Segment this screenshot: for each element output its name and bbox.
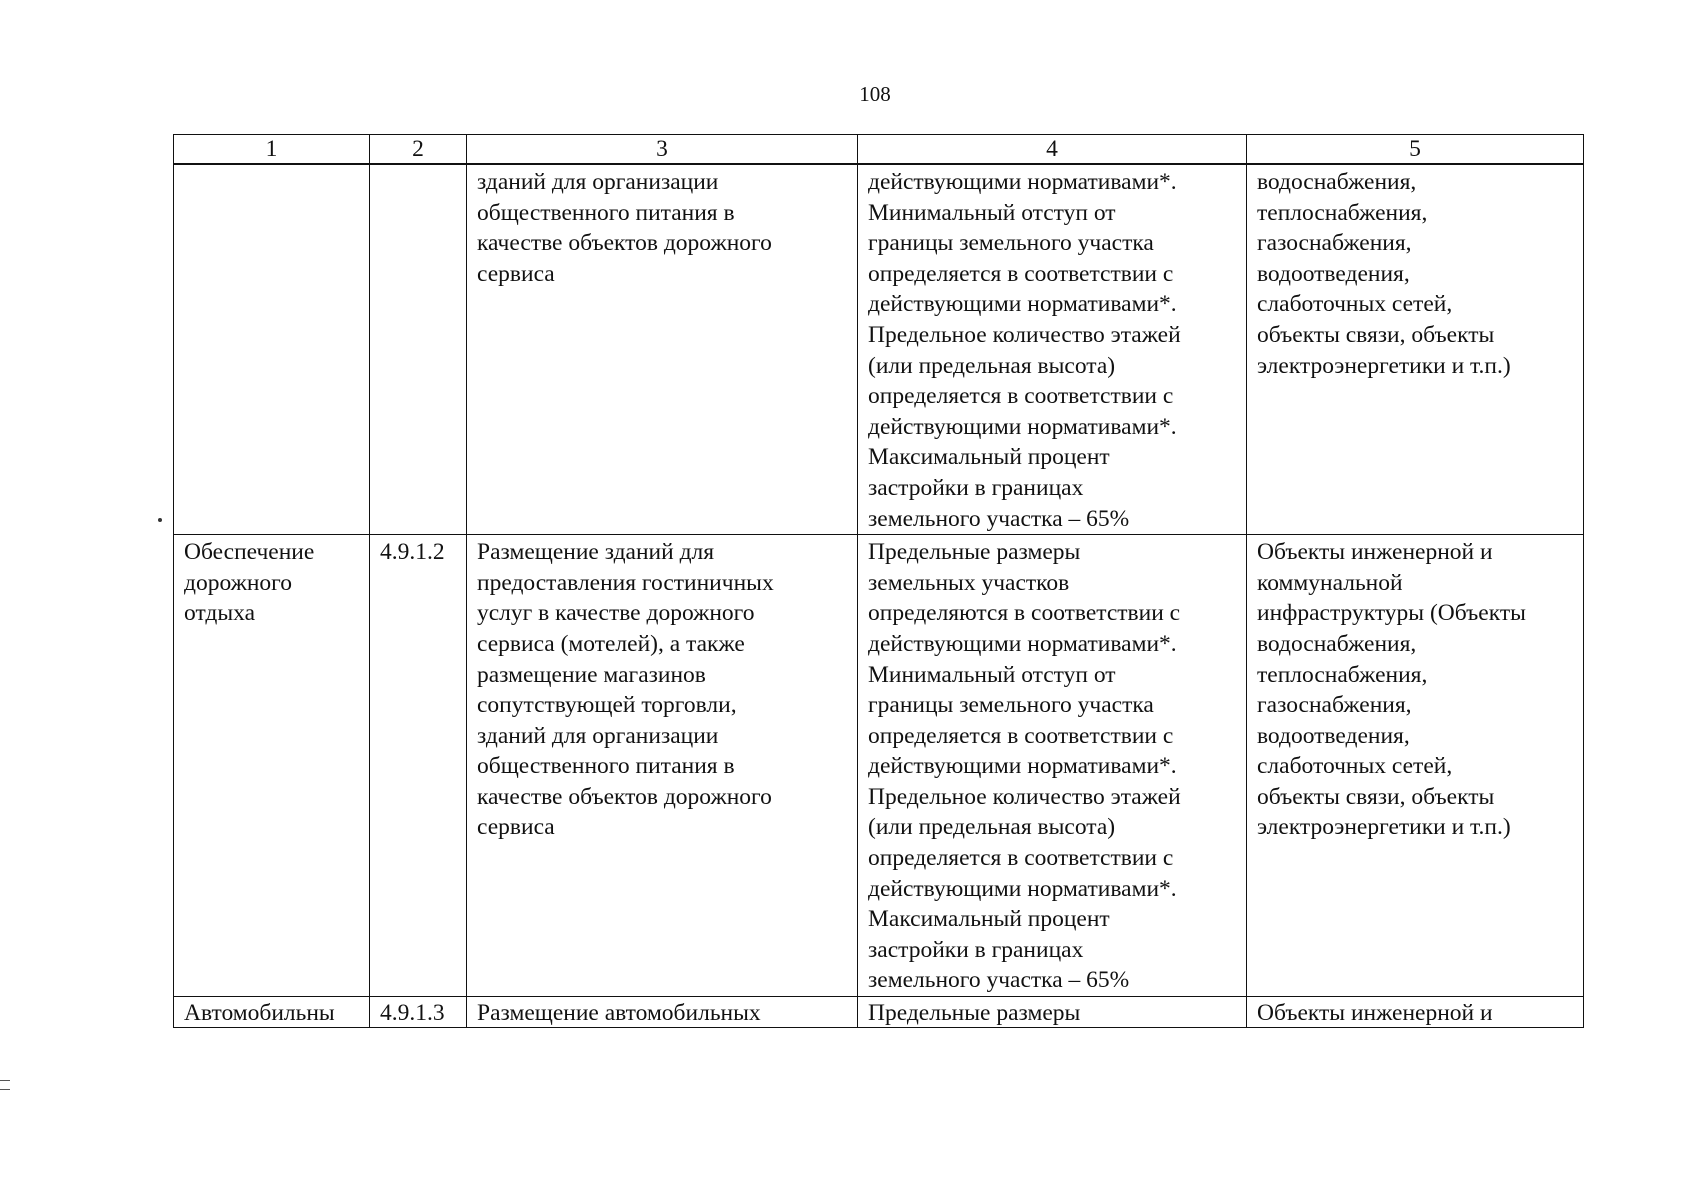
cell-text-line: газоснабжения,	[1257, 692, 1412, 719]
zoning-table	[173, 134, 1584, 1028]
cell-text-line: размещение магазинов	[477, 661, 706, 688]
table-row	[174, 997, 1584, 1028]
cell-auxiliary-uses	[1247, 997, 1584, 1028]
cell-text-line: качестве объектов дорожного	[477, 783, 772, 810]
cell-text-line: электроэнергетики и т.п.)	[1257, 352, 1511, 379]
cell-text-line: Объекты инженерной и	[1257, 539, 1493, 566]
cell-parameters	[858, 164, 1247, 535]
cell-auxiliary-uses	[1247, 535, 1584, 997]
header-col-1: 1	[174, 135, 370, 165]
cell-text-line: электроэнергетики и т.п.)	[1257, 814, 1511, 841]
cell-text-line: действующими нормативами*.	[868, 753, 1177, 780]
cell-text-line: действующими нормативами*.	[868, 875, 1177, 902]
table-header-row	[174, 135, 1584, 165]
cell-text-line: зданий для организации	[477, 722, 719, 749]
cell-text-line: 4.9.1.3	[380, 1000, 445, 1027]
header-col-2: 2	[370, 135, 467, 165]
cell-text-line: Предельное количество этажей	[868, 321, 1181, 348]
cell-auxiliary-uses	[1247, 164, 1584, 535]
cell-text-line: определяется в соответствии с	[868, 845, 1174, 872]
cell-text-line: теплоснабжения,	[1257, 661, 1428, 688]
cell-text-line: земельного участка – 65%	[868, 967, 1130, 994]
cell-use-name	[174, 997, 370, 1028]
cell-text-line: Объекты инженерной и	[1257, 1000, 1493, 1027]
cell-text-line: (или предельная высота)	[868, 352, 1116, 379]
cell-text-line: Обеспечение	[184, 539, 315, 566]
cell-description	[467, 997, 858, 1028]
cell-description	[467, 535, 858, 997]
cell-text-line: определяется в соответствии с	[868, 260, 1174, 287]
cell-text-line: действующими нормативами*.	[868, 291, 1177, 318]
cell-text-line: водоснабжения,	[1257, 169, 1417, 195]
cell-use-name	[174, 535, 370, 997]
cell-text-line: Размещение зданий для	[477, 539, 715, 566]
cell-text-line: застройки в границах	[868, 474, 1084, 501]
cell-text-line: сервиса	[477, 814, 555, 841]
cell-text-line: определяется в соответствии с	[868, 383, 1174, 410]
cell-use-name	[174, 164, 370, 535]
cell-text-line: земельных участков	[868, 569, 1070, 596]
header-col-5: 5	[1247, 135, 1584, 165]
cell-text-line: застройки в границах	[868, 936, 1084, 963]
cell-text-line: Минимальный отступ от	[868, 661, 1116, 688]
cell-text-line: зданий для организации	[477, 169, 719, 195]
cell-text-line: определяется в соответствии с	[868, 722, 1174, 749]
cell-text-line: коммунальной	[1257, 569, 1403, 596]
cell-description	[467, 164, 858, 535]
cell-text-line: Предельные размеры	[868, 539, 1081, 566]
cell-text-line: газоснабжения,	[1257, 230, 1412, 257]
cell-text-line: Автомобильны	[184, 1000, 335, 1027]
cell-text-line: 4.9.1.2	[380, 539, 445, 566]
cell-text-line: теплоснабжения,	[1257, 199, 1428, 226]
cell-text-line: определяются в соответствии с	[868, 600, 1181, 627]
header-col-4: 4	[858, 135, 1247, 165]
cell-text-line: водоотведения,	[1257, 260, 1410, 287]
cell-text-line: предоставления гостиничных	[477, 569, 774, 596]
page-number: 108	[859, 82, 891, 106]
cell-use-code	[370, 535, 467, 997]
cell-text-line: Максимальный процент	[868, 906, 1110, 933]
cell-text-line: Размещение автомобильных	[477, 1000, 761, 1027]
cell-text-line: Минимальный отступ от	[868, 199, 1116, 226]
table-row	[174, 164, 1584, 535]
cell-text-line: общественного питания в	[477, 753, 735, 780]
cell-text-line: границы земельного участка	[868, 230, 1154, 257]
cell-text-line: слаботочных сетей,	[1257, 753, 1453, 780]
cell-text-line: Максимальный процент	[868, 444, 1110, 471]
scan-edge-mark	[0, 1080, 10, 1090]
cell-parameters	[858, 535, 1247, 997]
header-col-3: 3	[467, 135, 858, 165]
cell-text-line: сервиса (мотелей), а также	[477, 630, 745, 657]
scan-speck	[158, 518, 162, 522]
cell-text-line: водоотведения,	[1257, 722, 1410, 749]
cell-text-line: Предельное количество этажей	[868, 783, 1181, 810]
cell-text-line: действующими нормативами*.	[868, 169, 1177, 195]
cell-text-line: объекты связи, объекты	[1257, 783, 1495, 810]
cell-text-line: услуг в качестве дорожного	[477, 600, 755, 627]
cell-text-line: водоснабжения,	[1257, 630, 1417, 657]
cell-text-line: действующими нормативами*.	[868, 630, 1177, 657]
cell-text-line: слаботочных сетей,	[1257, 291, 1453, 318]
cell-text-line: действующими нормативами*.	[868, 413, 1177, 440]
cell-text-line: земельного участка – 65%	[868, 505, 1130, 532]
cell-text-line: (или предельная высота)	[868, 814, 1116, 841]
cell-text-line: отдыха	[184, 600, 256, 627]
table-row	[174, 535, 1584, 997]
cell-use-code	[370, 997, 467, 1028]
cell-text-line: границы земельного участка	[868, 692, 1154, 719]
cell-text-line: общественного питания в	[477, 199, 735, 226]
cell-text-line: сервиса	[477, 260, 555, 287]
cell-text-line: качестве объектов дорожного	[477, 230, 772, 257]
cell-parameters	[858, 997, 1247, 1028]
cell-text-line: Предельные размеры	[868, 1000, 1081, 1027]
cell-text-line: дорожного	[184, 569, 292, 596]
cell-text-line: сопутствующей торговли,	[477, 692, 737, 719]
cell-text-line: объекты связи, объекты	[1257, 321, 1495, 348]
cell-text-line: инфраструктуры (Объекты	[1257, 600, 1526, 627]
cell-use-code	[370, 164, 467, 535]
